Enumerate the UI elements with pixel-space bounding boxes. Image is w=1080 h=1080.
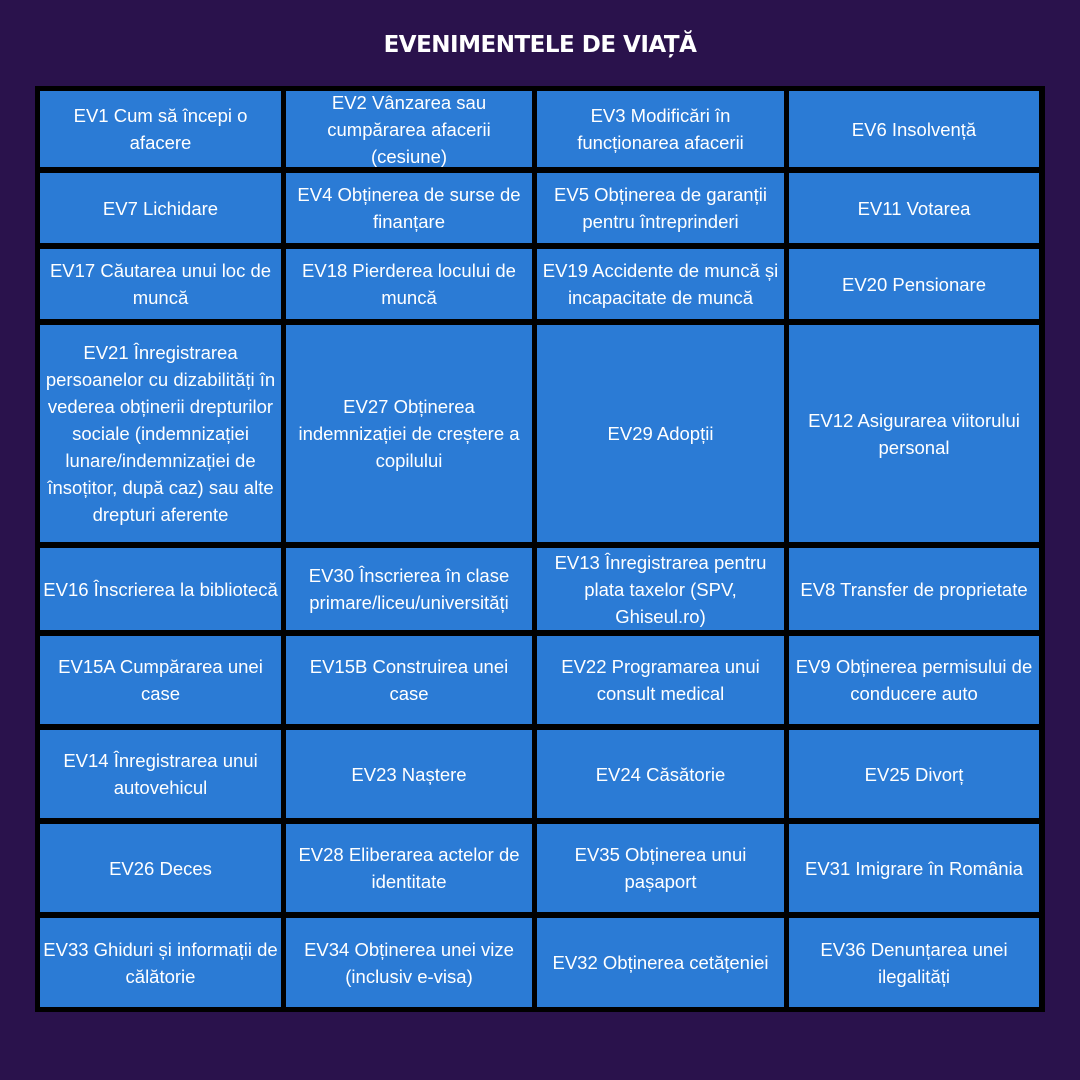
event-cell-ev20[interactable] xyxy=(789,249,1039,319)
event-label: EV36 Denunțarea unei ilegalități xyxy=(820,938,1008,987)
event-label: EV13 Înregistrarea pentru plata taxelor (SPV, Ghiseul.ro) xyxy=(554,551,767,627)
event-label: EV15A Cumpărarea unei case xyxy=(58,656,263,704)
event-cell-ev24[interactable] xyxy=(537,730,784,818)
event-label: EV19 Accidente de muncă și incapacitate de muncă xyxy=(542,260,779,308)
event-label: EV16 Înscrierea la bibliotecă xyxy=(43,578,278,600)
event-label: EV34 Obținerea unei vize (inclusiv e-visa) xyxy=(304,938,514,987)
event-label: EV5 Obținerea de garanții pentru întreprinderi xyxy=(554,184,767,232)
event-cell-ev1[interactable] xyxy=(40,91,281,167)
event-label: EV33 Ghiduri și informații de călătorie xyxy=(43,938,278,987)
event-label: EV12 Asigurarea viitorului personal xyxy=(808,409,1020,458)
page-title: EVENIMENTELE DE VIAȚĂ xyxy=(383,32,697,58)
event-label: EV25 Divorț xyxy=(864,763,964,785)
event-cell-ev25[interactable] xyxy=(789,730,1039,818)
event-cell-ev28[interactable] xyxy=(286,824,532,912)
event-cell-ev34[interactable] xyxy=(286,918,532,1007)
event-cell-ev4[interactable] xyxy=(286,173,532,243)
event-label: EV32 Obținerea cetățeniei xyxy=(552,952,769,973)
event-label: EV23 Naștere xyxy=(351,763,467,785)
event-label: EV11 Votarea xyxy=(857,197,971,219)
event-label: EV27 Obținerea indemnizației de creștere a copilului xyxy=(298,396,520,471)
event-cell-ev29[interactable] xyxy=(537,325,784,542)
event-label: EV31 Imigrare în România xyxy=(805,857,1023,879)
event-cell-ev19[interactable] xyxy=(537,249,784,319)
event-label: EV3 Modificări în funcționarea afacerii xyxy=(577,105,744,153)
event-label: EV2 Vânzarea sau cumpărarea afacerii (cesiune) xyxy=(327,91,491,167)
event-cell-ev15b[interactable] xyxy=(286,636,532,724)
event-cell-ev31[interactable] xyxy=(789,824,1039,912)
event-cell-ev12[interactable] xyxy=(789,325,1039,542)
event-label: EV29 Adopții xyxy=(607,423,714,444)
event-label: EV22 Programarea unui consult medical xyxy=(561,656,760,704)
event-cell-ev13[interactable] xyxy=(537,548,784,630)
event-cell-ev21[interactable] xyxy=(40,325,281,542)
event-label: EV8 Transfer de proprietate xyxy=(800,578,1028,600)
event-label: EV30 Înscrierea în clase primare/liceu/universități xyxy=(308,565,510,613)
event-label: EV21 Înregistrarea persoanelor cu dizabilități în vederea obținerii drepturilor sociale (indemnizației lunare/indemnizației de însoțitor, după caz) sau alte drepturi aferente xyxy=(45,342,276,525)
event-cell-ev7[interactable] xyxy=(40,173,281,243)
event-cell-ev36[interactable] xyxy=(789,918,1039,1007)
event-cell-ev23[interactable] xyxy=(286,730,532,818)
event-label: EV28 Eliberarea actelor de identitate xyxy=(298,844,520,892)
event-cell-ev16[interactable] xyxy=(40,548,281,630)
event-cell-ev15a[interactable] xyxy=(40,636,281,724)
event-label: EV1 Cum să începi o afacere xyxy=(73,105,248,153)
event-cell-ev26[interactable] xyxy=(40,824,281,912)
event-label: EV26 Deces xyxy=(109,857,212,879)
life-events-grid xyxy=(35,86,1045,1012)
event-label: EV9 Obținerea permisului de conducere auto xyxy=(795,656,1033,704)
event-label: EV15B Construirea unei case xyxy=(309,656,509,704)
event-cell-ev22[interactable] xyxy=(537,636,784,724)
event-label: EV6 Insolvență xyxy=(851,118,977,140)
event-cell-ev18[interactable] xyxy=(286,249,532,319)
event-cell-ev6[interactable] xyxy=(789,91,1039,167)
event-label: EV4 Obținerea de surse de finanțare xyxy=(297,184,521,232)
event-label: EV17 Căutarea unui loc de muncă xyxy=(49,260,272,308)
event-cell-ev33[interactable] xyxy=(40,918,281,1007)
event-cell-ev14[interactable] xyxy=(40,730,281,818)
event-cell-ev9[interactable] xyxy=(789,636,1039,724)
event-label: EV24 Căsătorie xyxy=(595,763,726,785)
event-cell-ev11[interactable] xyxy=(789,173,1039,243)
event-cell-ev2[interactable] xyxy=(286,91,532,167)
event-cell-ev30[interactable] xyxy=(286,548,532,630)
event-label: EV7 Lichidare xyxy=(102,197,219,219)
event-cell-ev5[interactable] xyxy=(537,173,784,243)
event-cell-ev35[interactable] xyxy=(537,824,784,912)
event-label: EV35 Obținerea unui pașaport xyxy=(574,844,747,892)
event-label: EV20 Pensionare xyxy=(842,273,986,295)
event-cell-ev17[interactable] xyxy=(40,249,281,319)
event-label: EV14 Înregistrarea unui autovehicul xyxy=(63,750,258,798)
event-label: EV18 Pierderea locului de muncă xyxy=(302,260,516,308)
event-cell-ev8[interactable] xyxy=(789,548,1039,630)
event-cell-ev32[interactable] xyxy=(537,918,784,1007)
event-cell-ev27[interactable] xyxy=(286,325,532,542)
event-cell-ev3[interactable] xyxy=(537,91,784,167)
